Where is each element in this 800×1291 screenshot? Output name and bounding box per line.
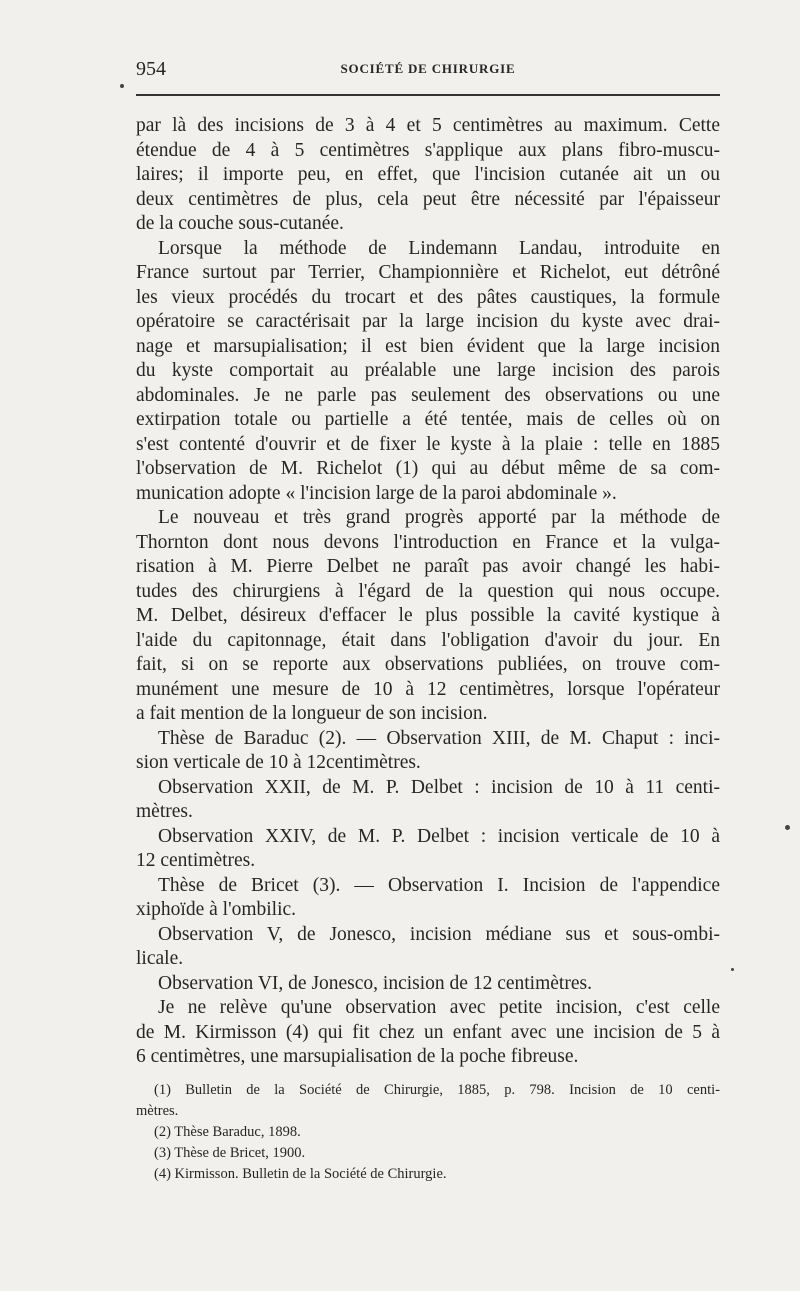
footnote-line: (2) Thèse Baraduc, 1898. <box>154 1123 301 1140</box>
text-line: opératoire se caractérisait par la large incision du kyste avec drai- <box>136 311 720 332</box>
text-line: 12 centimètres. <box>136 850 256 871</box>
text-line: tudes des chirurgiens à l'égard de la question qui nous occupe. <box>136 580 720 602</box>
text-line: Thèse de Baraduc (2). — Observation XIII, de M. Chaput : inci- <box>158 727 720 749</box>
text-line: l'aide du capitonnage, était dans l'obligation d'avoir du jour. En <box>136 629 720 651</box>
text-line: Observation XXIV, de M. P. Delbet : incision verticale de 10 à <box>158 825 720 847</box>
text-line: étendue de 4 à 5 centimètres s'applique aux plans fibro-muscu- <box>136 139 720 161</box>
text-line: munication adopte « l'incision large de la paroi abdominale ». <box>136 482 617 504</box>
text-line: 6 centimètres, une marsupialisation de la poche fibreuse. <box>136 1046 579 1067</box>
text-line: licale. <box>136 948 184 969</box>
text-line: extirpation totale ou partielle a été tentée, mais de celles où on <box>136 409 720 430</box>
text-line: Observation XXII, de M. P. Delbet : incision de 10 à 11 centi- <box>158 776 720 798</box>
text-line: Thornton dont nous devons l'introduction en France et la vulga- <box>136 531 720 553</box>
text-line: mètres. <box>136 801 193 822</box>
text-line: Le nouveau et très grand progrès apporté par la méthode de <box>158 507 720 528</box>
header-rule <box>136 94 720 96</box>
margin-dot <box>120 84 124 88</box>
text-line: deux centimètres de plus, cela peut être nécessité par l'épaisseur <box>136 188 720 210</box>
running-title: SOCIÉTÉ DE CHIRURGIE <box>340 61 516 76</box>
page-number: 954 <box>136 58 166 80</box>
body-text <box>136 114 720 1185</box>
text-line: Observation VI, de Jonesco, incision de 12 centimètres. <box>158 972 592 994</box>
page-header <box>136 58 720 84</box>
margin-dot <box>785 825 790 830</box>
text-line: abdominales. Je ne parle pas seulement des observations ou une <box>136 384 720 406</box>
text-line: de M. Kirmisson (4) qui fit chez un enfant avec une incision de 5 à <box>136 1021 720 1043</box>
text-line: xiphoïde à l'ombilic. <box>136 899 297 920</box>
text-line: fait, si on se reporte aux observations publiées, on trouve com- <box>136 654 720 675</box>
text-line: de la couche sous-cutanée. <box>136 213 344 234</box>
footnote-line: (1) Bulletin de la Société de Chirurgie, 1885, p. 798. Incision de 10 centi- <box>154 1081 720 1098</box>
footnotes <box>136 1080 720 1185</box>
text-line: munément une mesure de 10 à 12 centimètres, lorsque l'opérateur <box>136 678 720 700</box>
text-line: Observation V, de Jonesco, incision médiane sus et sous-ombi- <box>158 923 720 945</box>
text-line: a fait mention de la longueur de son incision. <box>136 703 488 724</box>
text-line: Thèse de Bricet (3). — Observation I. Incision de l'appendice <box>158 874 720 896</box>
margin-dot <box>731 968 734 971</box>
text-line: Lorsque la méthode de Lindemann Landau, introduite en <box>158 237 720 259</box>
text-line: risation à M. Pierre Delbet ne paraît pas avoir changé les habi- <box>136 556 720 577</box>
text-line: laires; il importe peu, en effet, que l'incision cutanée ait un ou <box>136 164 720 185</box>
text-line: France surtout par Terrier, Championnière et Richelot, eut détrôné <box>136 262 720 283</box>
footnote-line: (4) Kirmisson. Bulletin de la Société de Chirurgie. <box>154 1165 447 1182</box>
text-line: du kyste comportait au préalable une large incision des parois <box>136 360 720 381</box>
text-line: nage et marsupialisation; il est bien évident que la large incision <box>136 335 720 357</box>
text-line: l'observation de M. Richelot (1) qui au début même de sa com- <box>136 458 720 479</box>
text-line: sion verticale de 10 à 12centimètres. <box>136 752 421 773</box>
text-line: M. Delbet, désireux d'effacer le plus possible la cavité kystique à <box>136 605 720 626</box>
text-line: Je ne relève qu'une observation avec petite incision, c'est celle <box>158 997 720 1018</box>
footnote-line: (3) Thèse de Bricet, 1900. <box>154 1144 306 1161</box>
footnote-line: mètres. <box>136 1102 179 1119</box>
text-line: par là des incisions de 3 à 4 et 5 centimètres au maximum. Cette <box>136 115 720 136</box>
text-line: s'est contenté d'ouvrir et de fixer le kyste à la plaie : telle en 1885 <box>136 433 720 455</box>
text-line: les vieux procédés du trocart et des pâtes caustiques, la formule <box>136 286 720 308</box>
